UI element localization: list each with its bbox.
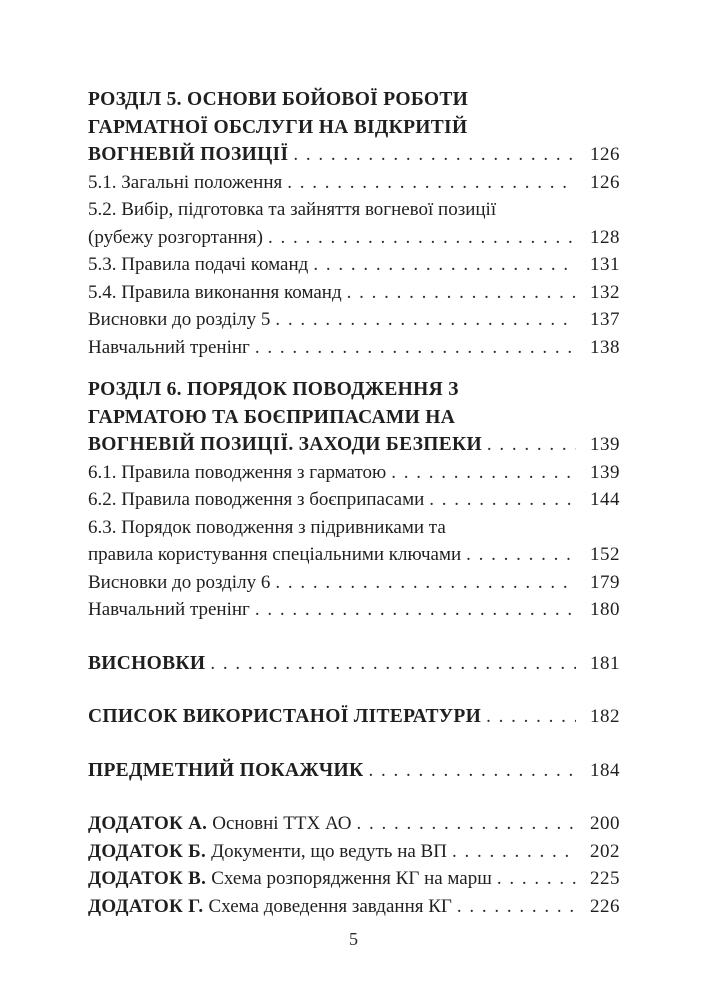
toc-entry-line xyxy=(88,404,620,432)
toc-entry-line xyxy=(88,306,620,334)
toc-page-number: 137 xyxy=(590,309,620,330)
toc-entry-text: РОЗДІЛ 6. ПОРЯДОК ПОВОДЖЕННЯ З xyxy=(88,379,459,400)
toc-entry-text: ДОДАТОК Г. Схема доведення завдання КГ xyxy=(88,895,452,917)
toc-entry-text: 5.4. Правила виконання команд xyxy=(88,281,342,303)
dot-leader xyxy=(356,810,576,838)
toc-entry xyxy=(88,486,620,514)
dot-leader xyxy=(497,865,576,893)
toc-entry-text: ПРЕДМЕТНИЙ ПОКАЖЧИК xyxy=(88,759,364,781)
toc-entry-line xyxy=(88,376,620,404)
toc-entry xyxy=(88,757,620,785)
toc-page-number: 200 xyxy=(590,813,620,834)
toc-entry-text: Навчальний тренінг xyxy=(88,599,250,620)
toc-entry-line xyxy=(88,757,620,785)
toc-entry-text: 5.1. Загальні положення xyxy=(88,171,283,193)
dot-leader xyxy=(275,306,576,334)
toc-entry-text: ГАРМАТОЮ ТА БОЄПРИПАСАМИ НА xyxy=(88,406,456,428)
toc-entry-text: 6.2. Правила поводження з боєприпасами xyxy=(88,489,425,510)
toc-entry xyxy=(88,865,620,893)
dot-leader xyxy=(487,431,576,459)
dot-leader xyxy=(255,596,576,624)
toc-entry xyxy=(88,893,620,921)
toc-entry xyxy=(88,650,620,678)
toc-entry-line xyxy=(88,838,620,866)
dot-leader xyxy=(452,838,576,866)
toc-entry-text: Висновки до розділу 5 xyxy=(88,309,271,330)
toc-entry-line xyxy=(88,650,620,678)
toc-entry-text: 5.2. Вибір, підготовка та зайняття вогневої позиції xyxy=(88,199,497,220)
toc-entry-text: Навчальний тренінг xyxy=(88,336,250,358)
toc-entry xyxy=(88,334,620,362)
toc-entry xyxy=(88,251,620,279)
toc-page-number: 139 xyxy=(590,434,620,455)
toc-page-number: 180 xyxy=(590,599,620,620)
toc-entry-text: Висновки до розділу 6 xyxy=(88,571,271,593)
appendix-label: ДОДАТОК А. xyxy=(88,813,213,834)
toc-entry-line xyxy=(88,865,620,893)
toc-page-number: 132 xyxy=(590,281,620,303)
toc-entry xyxy=(88,596,620,624)
toc-page-number: 182 xyxy=(590,706,620,727)
toc-entry-text: ВИСНОВКИ xyxy=(88,652,206,674)
toc-entry xyxy=(88,569,620,597)
toc-entry-text: ДОДАТОК Б. Документи, що ведуть на ВП xyxy=(88,840,447,862)
toc-entry xyxy=(88,86,620,169)
toc-page-number: 128 xyxy=(590,226,620,248)
toc-entry xyxy=(88,459,620,487)
toc-page-number: 225 xyxy=(590,868,620,889)
dot-leader xyxy=(429,486,576,514)
toc-entry-line xyxy=(88,893,620,921)
toc-entry xyxy=(88,376,620,459)
dot-leader xyxy=(255,334,576,362)
toc-entry-text: правила користування спеціальними ключами xyxy=(88,544,462,565)
toc-entry xyxy=(88,169,620,197)
toc-entry-text: 6.1. Правила поводження з гарматою xyxy=(88,461,387,483)
toc-entry-line xyxy=(88,86,620,114)
toc-entry xyxy=(88,514,620,569)
toc-entry-text: РОЗДІЛ 5. ОСНОВИ БОЙОВОЇ РОБОТИ xyxy=(88,89,469,110)
toc-page-number: 139 xyxy=(590,461,620,483)
dot-leader xyxy=(391,459,576,487)
dot-leader xyxy=(486,703,576,731)
toc-entry-line xyxy=(88,459,620,487)
toc-entry xyxy=(88,810,620,838)
toc-page-number: 226 xyxy=(590,895,620,917)
toc-entry-line xyxy=(88,279,620,307)
toc-entry xyxy=(88,279,620,307)
toc-entry-text: ДОДАТОК В. Схема розпорядження КГ на марш xyxy=(88,868,492,889)
dot-leader xyxy=(368,757,576,785)
page-number-footer: 5 xyxy=(349,929,358,949)
toc-entry-text: 5.3. Правила подачі команд xyxy=(88,254,309,275)
toc-page-number: 126 xyxy=(590,171,620,193)
toc-entry-text: 6.3. Порядок поводження з підривниками та xyxy=(88,516,446,538)
toc-page-number: 126 xyxy=(590,144,620,165)
dot-leader xyxy=(275,569,576,597)
appendix-label: ДОДАТОК В. xyxy=(88,868,212,889)
toc-entry-line xyxy=(88,114,620,142)
toc-entry-text: ГАРМАТНОЇ ОБСЛУГИ НА ВІДКРИТІЙ xyxy=(88,116,468,138)
toc-entry xyxy=(88,306,620,334)
toc-entry-text: СПИСОК ВИКОРИСТАНОЇ ЛІТЕРАТУРИ xyxy=(88,706,482,727)
dot-leader xyxy=(268,224,576,252)
dot-leader xyxy=(287,169,576,197)
toc-page-number: 131 xyxy=(590,254,620,275)
toc-page-number: 138 xyxy=(590,336,620,358)
toc-entry-line xyxy=(88,141,620,169)
toc-entry-line xyxy=(88,169,620,197)
dot-leader xyxy=(210,650,576,678)
toc-page-number: 184 xyxy=(590,759,620,781)
toc-page-number: 144 xyxy=(590,489,620,510)
toc-page-number: 152 xyxy=(590,544,620,565)
toc-entry-text: ДОДАТОК А. Основні ТТХ АО xyxy=(88,813,352,834)
toc-entry-line xyxy=(88,251,620,279)
toc-entry-line xyxy=(88,334,620,362)
toc xyxy=(88,86,620,920)
appendix-label: ДОДАТОК Г. xyxy=(88,895,209,917)
toc-entry-text: (рубежу розгортання) xyxy=(88,226,263,248)
dot-leader xyxy=(293,141,576,169)
appendix-label: ДОДАТОК Б. xyxy=(88,840,212,862)
toc-page-number: 181 xyxy=(590,652,620,674)
toc-entry xyxy=(88,196,620,251)
toc-entry-line xyxy=(88,596,620,624)
toc-entry-text: ВОГНЕВІЙ ПОЗИЦІЇ xyxy=(88,144,289,165)
toc-entry-text: ВОГНЕВІЙ ПОЗИЦІЇ. ЗАХОДИ БЕЗПЕКИ xyxy=(88,434,482,455)
toc-page-number: 202 xyxy=(590,840,620,862)
toc-entry-line xyxy=(88,541,620,569)
toc-entry-line xyxy=(88,514,620,542)
dot-leader xyxy=(457,893,576,921)
toc-entry-line xyxy=(88,703,620,731)
toc-entry-line xyxy=(88,224,620,252)
dot-leader xyxy=(313,251,576,279)
toc-entry xyxy=(88,703,620,731)
dot-leader xyxy=(347,279,576,307)
toc-entry xyxy=(88,838,620,866)
toc-entry-line xyxy=(88,431,620,459)
toc-entry-line xyxy=(88,569,620,597)
dot-leader xyxy=(466,541,576,569)
toc-entry-line xyxy=(88,810,620,838)
toc-page-number: 179 xyxy=(590,571,620,593)
toc-entry-line xyxy=(88,196,620,224)
toc-entry-line xyxy=(88,486,620,514)
